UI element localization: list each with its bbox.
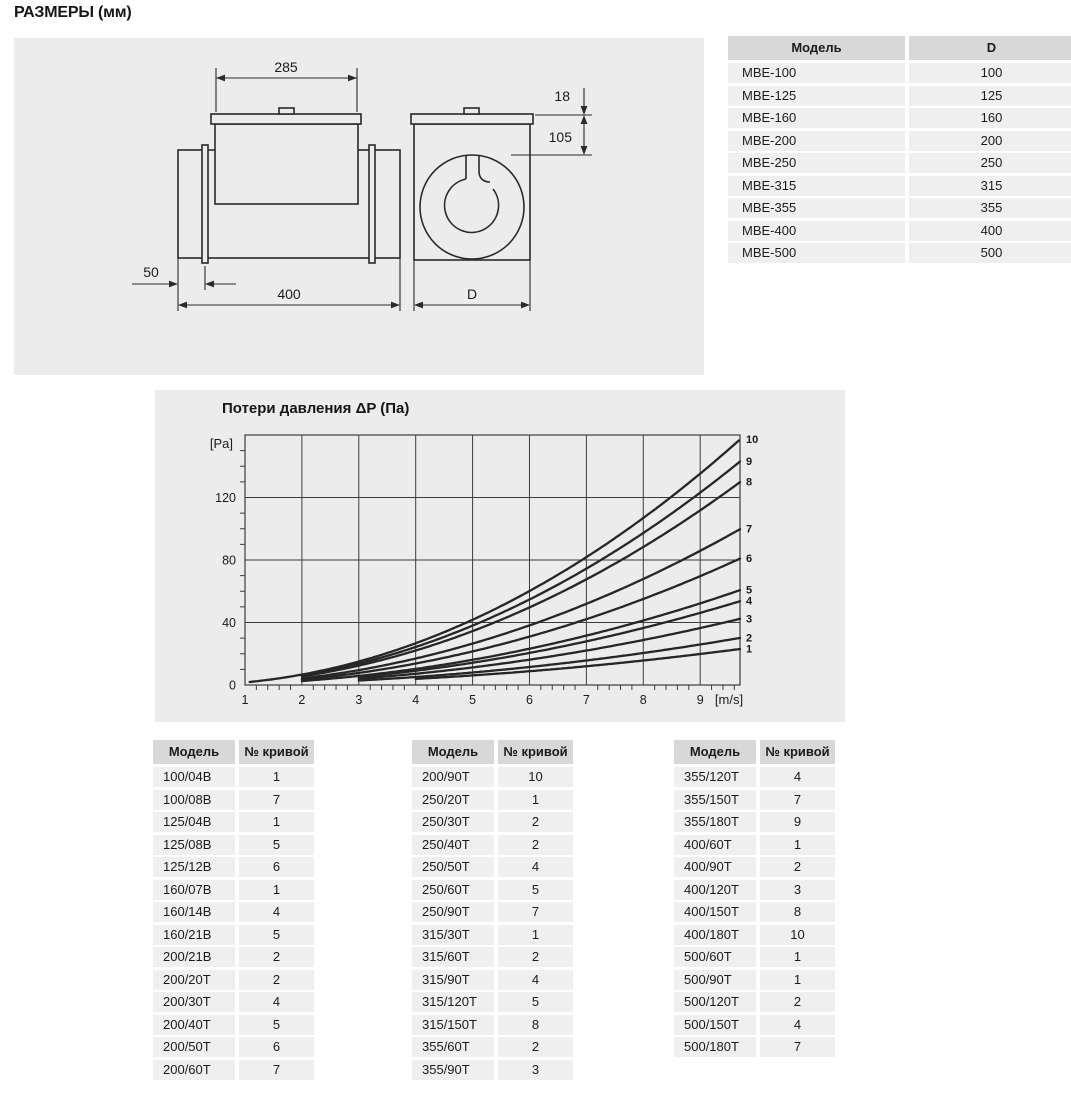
side-view-flange-left (202, 145, 208, 263)
value-cell: 5 (498, 992, 573, 1012)
dimensions-drawing (14, 38, 704, 375)
table-row (728, 221, 1071, 241)
curve-labels (746, 434, 758, 655)
curve-label-7: 7 (746, 523, 753, 536)
chart-curves (250, 441, 740, 683)
table-row (412, 1060, 573, 1080)
model-cell: 500/90Т (674, 970, 756, 990)
value-cell: 3 (498, 1060, 573, 1080)
pressure-loss-chart-panel (155, 390, 845, 722)
y-tick-label: 80 (222, 553, 236, 568)
table-row (728, 176, 1071, 196)
model-cell: 250/40Т (412, 835, 494, 855)
model-cell: 400/90Т (674, 857, 756, 877)
value-cell: 10 (498, 767, 573, 787)
value-cell: 315 (909, 176, 1071, 196)
value-cell: 7 (760, 1037, 835, 1057)
model-cell: МВЕ-125 (728, 86, 905, 106)
dim-label-D: D (466, 286, 478, 302)
value-cell: 5 (498, 880, 573, 900)
value-cell: 7 (239, 1060, 314, 1080)
value-cell: 1 (760, 970, 835, 990)
x-tick-label: 7 (582, 693, 590, 707)
value-cell: 1 (498, 790, 573, 810)
value-cell: 3 (760, 880, 835, 900)
curve-label-1: 1 (746, 643, 753, 656)
curve-label-5: 5 (746, 584, 753, 597)
model-cell: 355/120Т (674, 767, 756, 787)
value-cell: 4 (239, 902, 314, 922)
model-cell: 160/21В (153, 925, 235, 945)
value-cell: 200 (909, 131, 1071, 151)
model-cell: МВЕ-315 (728, 176, 905, 196)
value-cell: 355 (909, 198, 1071, 218)
model-cell: 250/30Т (412, 812, 494, 832)
table-row (412, 902, 573, 922)
model-cell: 355/90Т (412, 1060, 494, 1080)
model-cell: 200/20Т (153, 970, 235, 990)
model-cell: 315/30Т (412, 925, 494, 945)
x-axis-unit: [m/s] (714, 692, 744, 707)
dimension-lines (132, 68, 592, 311)
table-row (674, 767, 835, 787)
front-view-cable-gland (464, 108, 479, 114)
table-row (153, 902, 314, 922)
value-cell: 2 (239, 947, 314, 967)
value-cell: 6 (239, 1037, 314, 1057)
model-cell: 200/90Т (412, 767, 494, 787)
x-tick-label: 1 (241, 693, 249, 707)
table-row (153, 947, 314, 967)
table-header-row (674, 740, 835, 764)
column-header: № кривой (239, 740, 314, 764)
front-view-lid (411, 114, 533, 124)
table-row (153, 925, 314, 945)
front-view (411, 108, 533, 260)
model-cell: 200/30Т (153, 992, 235, 1012)
model-cell: 200/60Т (153, 1060, 235, 1080)
table-row (674, 902, 835, 922)
value-cell: 2 (760, 857, 835, 877)
x-tick-label: 9 (696, 693, 704, 707)
curve-table-1 (153, 740, 314, 1082)
table-row (674, 925, 835, 945)
value-cell: 1 (239, 812, 314, 832)
curve-label-9: 9 (746, 456, 753, 469)
model-cell: 500/120Т (674, 992, 756, 1012)
model-cell: 315/150Т (412, 1015, 494, 1035)
table-row (153, 857, 314, 877)
side-view-cable-gland (279, 108, 294, 114)
value-cell: 4 (760, 1015, 835, 1035)
table-row (674, 812, 835, 832)
table-row (674, 1037, 835, 1057)
model-cell: 500/150Т (674, 1015, 756, 1035)
value-cell: 125 (909, 86, 1071, 106)
value-cell: 10 (760, 925, 835, 945)
table-row (153, 790, 314, 810)
table-header-row (412, 740, 573, 764)
table-row (728, 153, 1071, 173)
heating-element-coil (445, 179, 499, 232)
table-row (412, 947, 573, 967)
column-header: № кривой (760, 740, 835, 764)
model-cell: 355/180Т (674, 812, 756, 832)
table-row (728, 108, 1071, 128)
model-cell: 125/08В (153, 835, 235, 855)
value-cell: 6 (239, 857, 314, 877)
value-cell: 1 (239, 880, 314, 900)
curve-label-4: 4 (746, 595, 753, 608)
table-row (728, 198, 1071, 218)
table-row (412, 857, 573, 877)
value-cell: 4 (498, 970, 573, 990)
curve-table-3 (674, 740, 835, 1060)
model-cell: МВЕ-200 (728, 131, 905, 151)
value-cell: 5 (239, 925, 314, 945)
curve-label-3: 3 (746, 613, 753, 626)
table-row (412, 790, 573, 810)
value-cell: 2 (498, 812, 573, 832)
table-row (412, 1015, 573, 1035)
value-cell: 2 (239, 970, 314, 990)
model-cell: 125/04В (153, 812, 235, 832)
value-cell: 4 (239, 992, 314, 1012)
model-cell: 400/150Т (674, 902, 756, 922)
table-row (728, 131, 1071, 151)
value-cell: 5 (239, 835, 314, 855)
y-axis-unit: [Pa] (209, 436, 233, 451)
value-cell: 1 (498, 925, 573, 945)
x-tick-label: 3 (355, 693, 363, 707)
model-cell: 200/50Т (153, 1037, 235, 1057)
model-cell: 160/07В (153, 880, 235, 900)
model-cell: 125/12В (153, 857, 235, 877)
side-view (178, 108, 400, 263)
table-row (153, 1037, 314, 1057)
column-header: Модель (153, 740, 235, 764)
value-cell: 1 (239, 767, 314, 787)
value-cell: 5 (239, 1015, 314, 1035)
table-row (674, 790, 835, 810)
value-cell: 4 (498, 857, 573, 877)
heating-element-slot-right (479, 156, 490, 182)
table-row (674, 970, 835, 990)
side-view-terminal-box (215, 124, 358, 204)
model-diameter-table (728, 36, 1071, 266)
model-cell: 250/60Т (412, 880, 494, 900)
pressure-loss-chart (155, 390, 845, 722)
model-cell: МВЕ-100 (728, 63, 905, 83)
model-cell: 400/120Т (674, 880, 756, 900)
curve-table-2 (412, 740, 573, 1082)
table-row (674, 992, 835, 1012)
model-cell: 500/180Т (674, 1037, 756, 1057)
column-header: Модель (728, 36, 905, 60)
table-header-row (728, 36, 1071, 60)
value-cell: 1 (760, 947, 835, 967)
table-row (153, 812, 314, 832)
dim-label-285: 285 (274, 59, 298, 75)
x-tick-label: 8 (639, 693, 647, 707)
value-cell: 4 (760, 767, 835, 787)
model-cell: 200/21В (153, 947, 235, 967)
table-row (153, 835, 314, 855)
table-row (412, 992, 573, 1012)
model-cell: МВЕ-160 (728, 108, 905, 128)
dimensions-drawing-panel (14, 38, 704, 375)
side-view-lid (211, 114, 361, 124)
y-tick-label: 0 (229, 678, 236, 693)
value-cell: 2 (760, 992, 835, 1012)
table-row (728, 63, 1071, 83)
table-row (153, 880, 314, 900)
table-row (412, 767, 573, 787)
model-cell: 355/60Т (412, 1037, 494, 1057)
column-header: D (909, 36, 1071, 60)
value-cell: 2 (498, 835, 573, 855)
value-cell: 2 (498, 1037, 573, 1057)
curve-label-10: 10 (746, 433, 759, 446)
curve-label-8: 8 (746, 476, 753, 489)
table-row (412, 835, 573, 855)
table-row (412, 970, 573, 990)
value-cell: 500 (909, 243, 1071, 263)
model-cell: 315/60Т (412, 947, 494, 967)
chart-title: Потери давления ΔP (Па) (222, 400, 410, 417)
table-row (728, 86, 1071, 106)
column-header: № кривой (498, 740, 573, 764)
dim-label-105: 105 (548, 129, 572, 145)
table-row (153, 970, 314, 990)
table-row (674, 835, 835, 855)
curve-label-6: 6 (746, 553, 753, 566)
table-row (674, 947, 835, 967)
value-cell: 250 (909, 153, 1071, 173)
x-tick-label: 4 (412, 693, 420, 707)
x-tick-label: 5 (469, 693, 477, 707)
value-cell: 7 (760, 790, 835, 810)
dim-label-18: 18 (554, 88, 570, 104)
column-header: Модель (412, 740, 494, 764)
model-cell: 250/20Т (412, 790, 494, 810)
side-view-flange-right (369, 145, 375, 263)
table-row (153, 1015, 314, 1035)
value-cell: 7 (498, 902, 573, 922)
x-tick-label: 6 (526, 693, 533, 707)
value-cell: 7 (239, 790, 314, 810)
page-title: РАЗМЕРЫ (мм) (14, 4, 132, 21)
value-cell: 100 (909, 63, 1071, 83)
model-cell: 200/40Т (153, 1015, 235, 1035)
table-row (674, 857, 835, 877)
model-cell: 100/08В (153, 790, 235, 810)
value-cell: 8 (498, 1015, 573, 1035)
y-tick-label: 40 (222, 616, 236, 630)
x-tick-label: 2 (298, 693, 306, 707)
table-row (153, 1060, 314, 1080)
model-cell: МВЕ-400 (728, 221, 905, 241)
dim-label-50: 50 (143, 264, 159, 280)
dim-label-400: 400 (277, 286, 301, 302)
table-row (412, 1037, 573, 1057)
table-row (412, 812, 573, 832)
model-cell: 400/60Т (674, 835, 756, 855)
model-cell: 250/50Т (412, 857, 494, 877)
value-cell: 1 (760, 835, 835, 855)
model-cell: МВЕ-250 (728, 153, 905, 173)
value-cell: 2 (498, 947, 573, 967)
model-cell: МВЕ-355 (728, 198, 905, 218)
model-cell: 500/60Т (674, 947, 756, 967)
value-cell: 160 (909, 108, 1071, 128)
model-cell: 160/14В (153, 902, 235, 922)
table-row (412, 880, 573, 900)
model-cell: 250/90Т (412, 902, 494, 922)
column-header: Модель (674, 740, 756, 764)
value-cell: 9 (760, 812, 835, 832)
heating-element-outer (420, 155, 524, 259)
value-cell: 8 (760, 902, 835, 922)
table-row (674, 880, 835, 900)
model-cell: 315/120Т (412, 992, 494, 1012)
model-cell: 400/180Т (674, 925, 756, 945)
table-row (412, 925, 573, 945)
model-cell: 355/150Т (674, 790, 756, 810)
model-cell: 315/90Т (412, 970, 494, 990)
y-tick-label: 120 (215, 491, 236, 505)
table-row (728, 243, 1071, 263)
table-row (153, 767, 314, 787)
model-cell: 100/04В (153, 767, 235, 787)
model-cell: МВЕ-500 (728, 243, 905, 263)
table-header-row (153, 740, 314, 764)
curve-label-2: 2 (746, 632, 753, 645)
value-cell: 400 (909, 221, 1071, 241)
table-row (153, 992, 314, 1012)
table-row (674, 1015, 835, 1035)
